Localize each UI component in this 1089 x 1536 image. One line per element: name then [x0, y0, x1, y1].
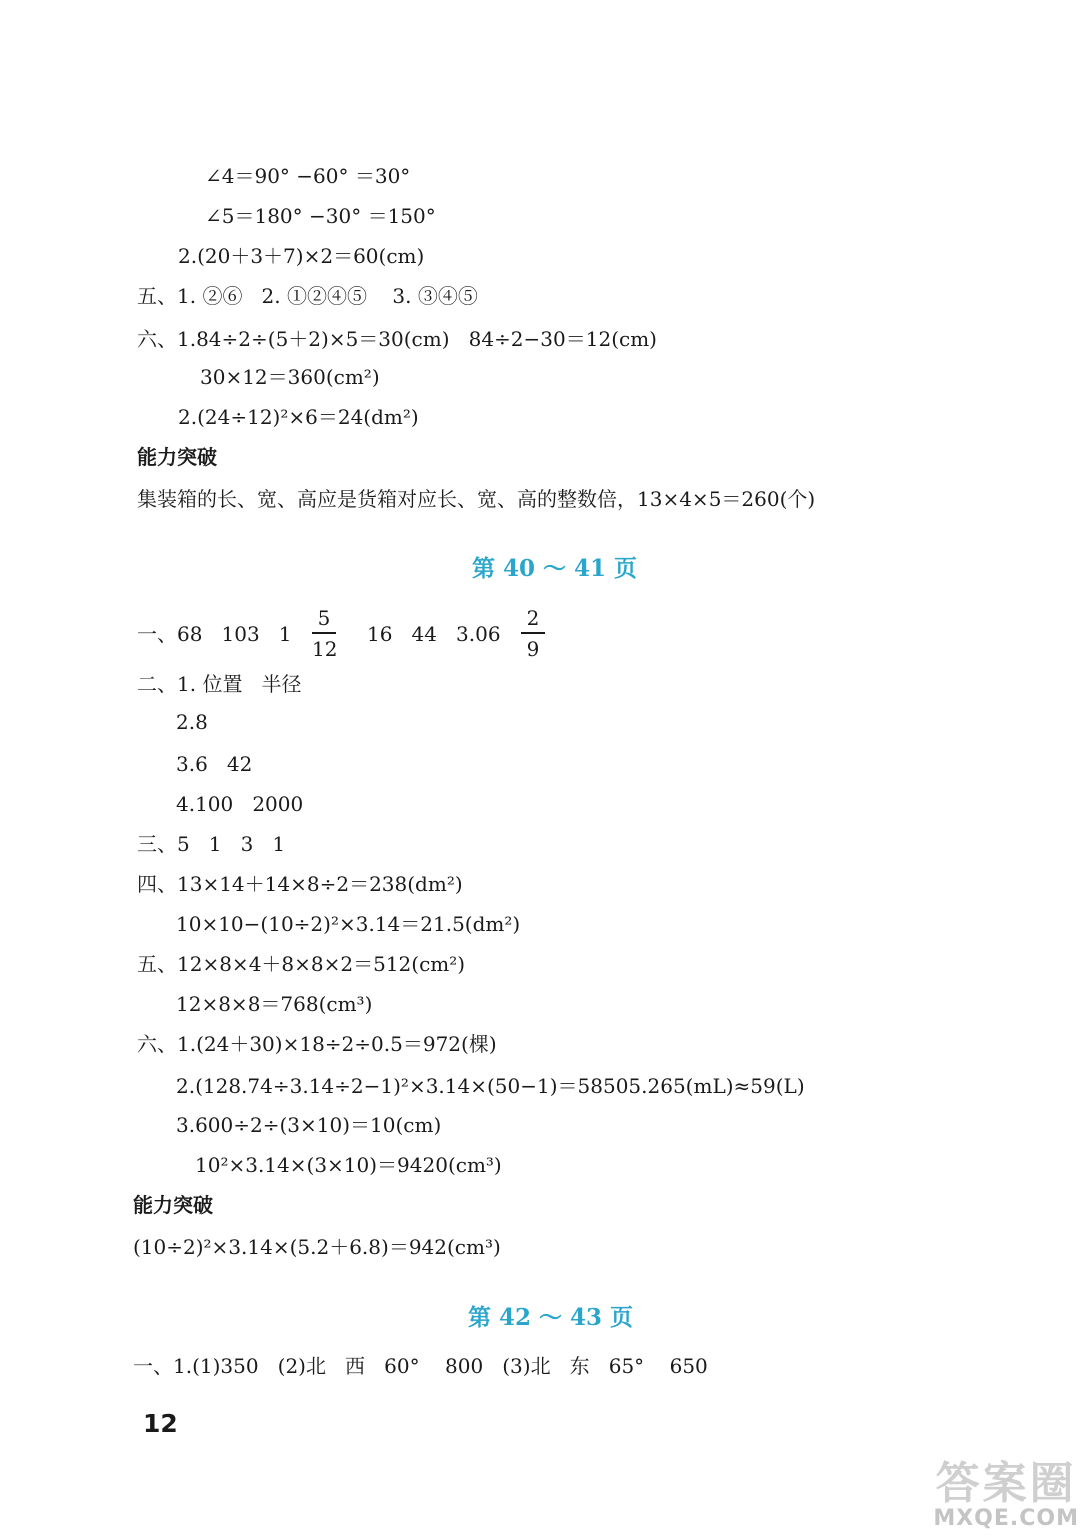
fraction-denominator: 9	[526, 637, 540, 661]
page-number: 12	[143, 1409, 178, 1438]
answer-line-q6-4: 10²×3.14×(3×10)＝9420(cm³)	[195, 1153, 502, 1177]
answer-line-q6-2: 2.(128.74÷3.14÷2−1)²×3.14×(50−1)＝58505.265(mL)≈59(L)	[176, 1074, 805, 1098]
answer-line-q2-4: 4.100 2000	[176, 792, 304, 816]
answer-line-perimeter: 2.(20＋3＋7)×2＝60(cm)	[178, 244, 425, 268]
fraction-2-9	[521, 608, 545, 659]
fraction-numerator: 5	[317, 606, 331, 630]
answer-line-sec3-q1: 一、1.(1)350 (2)北 西 60° 800 (3)北 东 65° 650	[133, 1354, 708, 1378]
answer-line-area: 30×12＝360(cm²)	[200, 365, 380, 389]
answer-line-q5-1: 五、12×8×4＋8×8×2＝512(cm²)	[137, 952, 466, 976]
ability-heading-2: 能力突破	[133, 1193, 213, 1217]
answer-line-q4-1: 四、13×14＋14×8÷2＝238(dm²)	[137, 872, 463, 896]
answer-line-q1-prefix: 一、68 103 1	[137, 622, 292, 646]
watermark-en: MXQE.COM	[933, 1506, 1079, 1531]
answer-line-q6-3: 3.600÷2÷(3×10)＝10(cm)	[176, 1113, 442, 1137]
answer-line-q2-2: 2.8	[176, 710, 208, 734]
answer-line-angle5: ∠5＝180° −30° ＝150°	[205, 204, 436, 228]
answer-line-q5-2: 12×8×8＝768(cm³)	[176, 992, 373, 1016]
ability-heading: 能力突破	[137, 445, 217, 469]
answer-line-section6-q1: 六、1.84÷2÷(5＋2)×5＝30(cm) 84÷2−30＝12(cm)	[137, 327, 657, 351]
answer-line-section5: 五、1. ②⑥ 2. ①②④⑤ 3. ③④⑤	[137, 284, 478, 308]
fraction-bar	[312, 632, 336, 634]
answer-line-q2-3: 3.6 42	[176, 752, 253, 776]
answer-line-angle4: ∠4＝90° −60° ＝30°	[205, 164, 411, 188]
watermark-cn: 答案圈	[935, 1458, 1077, 1509]
fraction-5-12	[312, 608, 336, 659]
section-title-42-43: 第 42 ～ 43 页	[468, 1304, 634, 1331]
answer-line-q6-1: 六、1.(24＋30)×18÷2÷0.5＝972(棵)	[137, 1032, 497, 1056]
fraction-denominator: 12	[312, 637, 338, 661]
answer-line-q1-middle: 16 44 3.06	[367, 622, 501, 646]
fraction-bar	[521, 632, 545, 634]
ability-answer: 集装箱的长、宽、高应是货箱对应长、宽、高的整数倍，13×4×5＝260(个)	[137, 487, 816, 511]
answer-line-q2-1: 二、1. 位置 半径	[137, 672, 302, 696]
answer-line-q4-2: 10×10−(10÷2)²×3.14＝21.5(dm²)	[176, 912, 521, 936]
ability-answer-2: (10÷2)²×3.14×(5.2＋6.8)＝942(cm³)	[133, 1235, 501, 1259]
section-title-40-41: 第 40 ～ 41 页	[472, 555, 638, 582]
fraction-numerator: 2	[526, 606, 540, 630]
watermark-logo	[933, 1458, 1079, 1531]
answer-line-section6-q2: 2.(24÷12)²×6＝24(dm²)	[178, 405, 419, 429]
answer-line-q3: 三、5 1 3 1	[137, 832, 286, 856]
